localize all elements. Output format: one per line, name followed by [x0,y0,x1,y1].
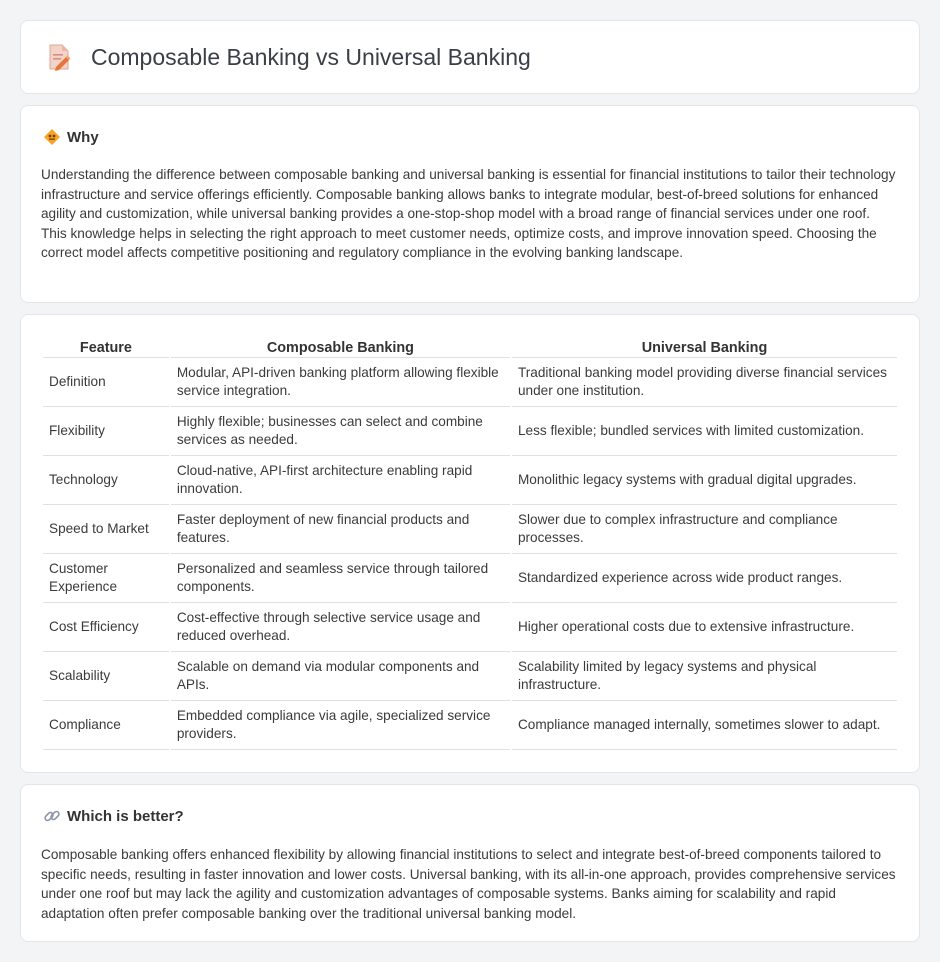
composable-cell: Personalized and seamless service through tailored components. [171,554,510,603]
diamond-sign-icon [43,128,61,146]
universal-cell: Scalability limited by legacy systems and physical infrastructure. [512,652,897,701]
feature-cell: Cost Efficiency [43,603,169,652]
comparison-table [41,335,899,750]
composable-cell: Cost-effective through selective service usage and reduced overhead. [171,603,510,652]
table-row [43,701,897,750]
composable-cell: Faster deployment of new financial products and features. [171,505,510,554]
table-row [43,603,897,652]
universal-cell: Traditional banking model providing diverse financial services under one institution. [512,358,897,407]
table-row [43,456,897,505]
table-row [43,554,897,603]
table-header-row [43,335,897,358]
why-text: Understanding the difference between composable banking and universal banking is essential for financial institutions to tailor their technology infrastructure and service offerings efficiently. Composable banking allows banks to integrate modular, best-of-breed solutions for enhanced agility and customization, while universal banking provides a one-stop-shop model with a broad range of financial services under one roof. This knowledge helps in selecting the right approach to meet customer needs, optimize costs, and improve innovation speed. Choosing the correct model affects competitive positioning and regulatory compliance in the evolving banking landscape. [41,167,896,260]
feature-cell: Speed to Market [43,505,169,554]
table-row [43,358,897,407]
page-title: Composable Banking vs Universal Banking [91,43,531,70]
composable-cell: Scalable on demand via modular components and APIs. [171,652,510,701]
universal-cell: Slower due to complex infrastructure and compliance processes. [512,505,897,554]
table-row [43,652,897,701]
header-universal: Universal Banking [512,335,897,358]
universal-cell: Standardized experience across wide product ranges. [512,554,897,603]
which-is-better-title: Which is better? [67,807,184,825]
header-composable: Composable Banking [171,335,510,358]
composable-cell: Embedded compliance via agile, specialized service providers. [171,701,510,750]
table-row [43,505,897,554]
feature-cell: Scalability [43,652,169,701]
comparison-table-card [20,314,920,773]
feature-cell: Definition [43,358,169,407]
feature-cell: Customer Experience [43,554,169,603]
why-title: Why [67,128,99,146]
which-is-better-text: Composable banking offers enhanced flexibility by allowing financial institutions to select and integrate best-of-breed components tailored to specific needs, resulting in faster innovation and lower costs. Universal banking, with its all-in-one approach, provides comprehensive services under one roof but may lack the agility and customization advantages of composable systems. Banks aiming for scalability and rapid adaptation often prefer composable banking over the traditional universal banking model. [41,847,896,921]
feature-cell: Compliance [43,701,169,750]
composable-cell: Cloud-native, API-first architecture enabling rapid innovation. [171,456,510,505]
which-is-better-section [20,784,920,942]
universal-cell: Less flexible; bundled services with limited customization. [512,407,897,456]
universal-cell: Monolithic legacy systems with gradual digital upgrades. [512,456,897,505]
document-pencil-icon [47,43,71,71]
header-card [20,20,920,94]
composable-cell: Modular, API-driven banking platform allowing flexible service integration. [171,358,510,407]
feature-cell: Flexibility [43,407,169,456]
why-section [20,105,920,303]
feature-cell: Technology [43,456,169,505]
header-feature: Feature [43,335,169,358]
table-row [43,407,897,456]
composable-cell: Highly flexible; businesses can select and combine services as needed. [171,407,510,456]
universal-cell: Compliance managed internally, sometimes slower to adapt. [512,701,897,750]
universal-cell: Higher operational costs due to extensive infrastructure. [512,603,897,652]
link-icon [43,807,61,825]
